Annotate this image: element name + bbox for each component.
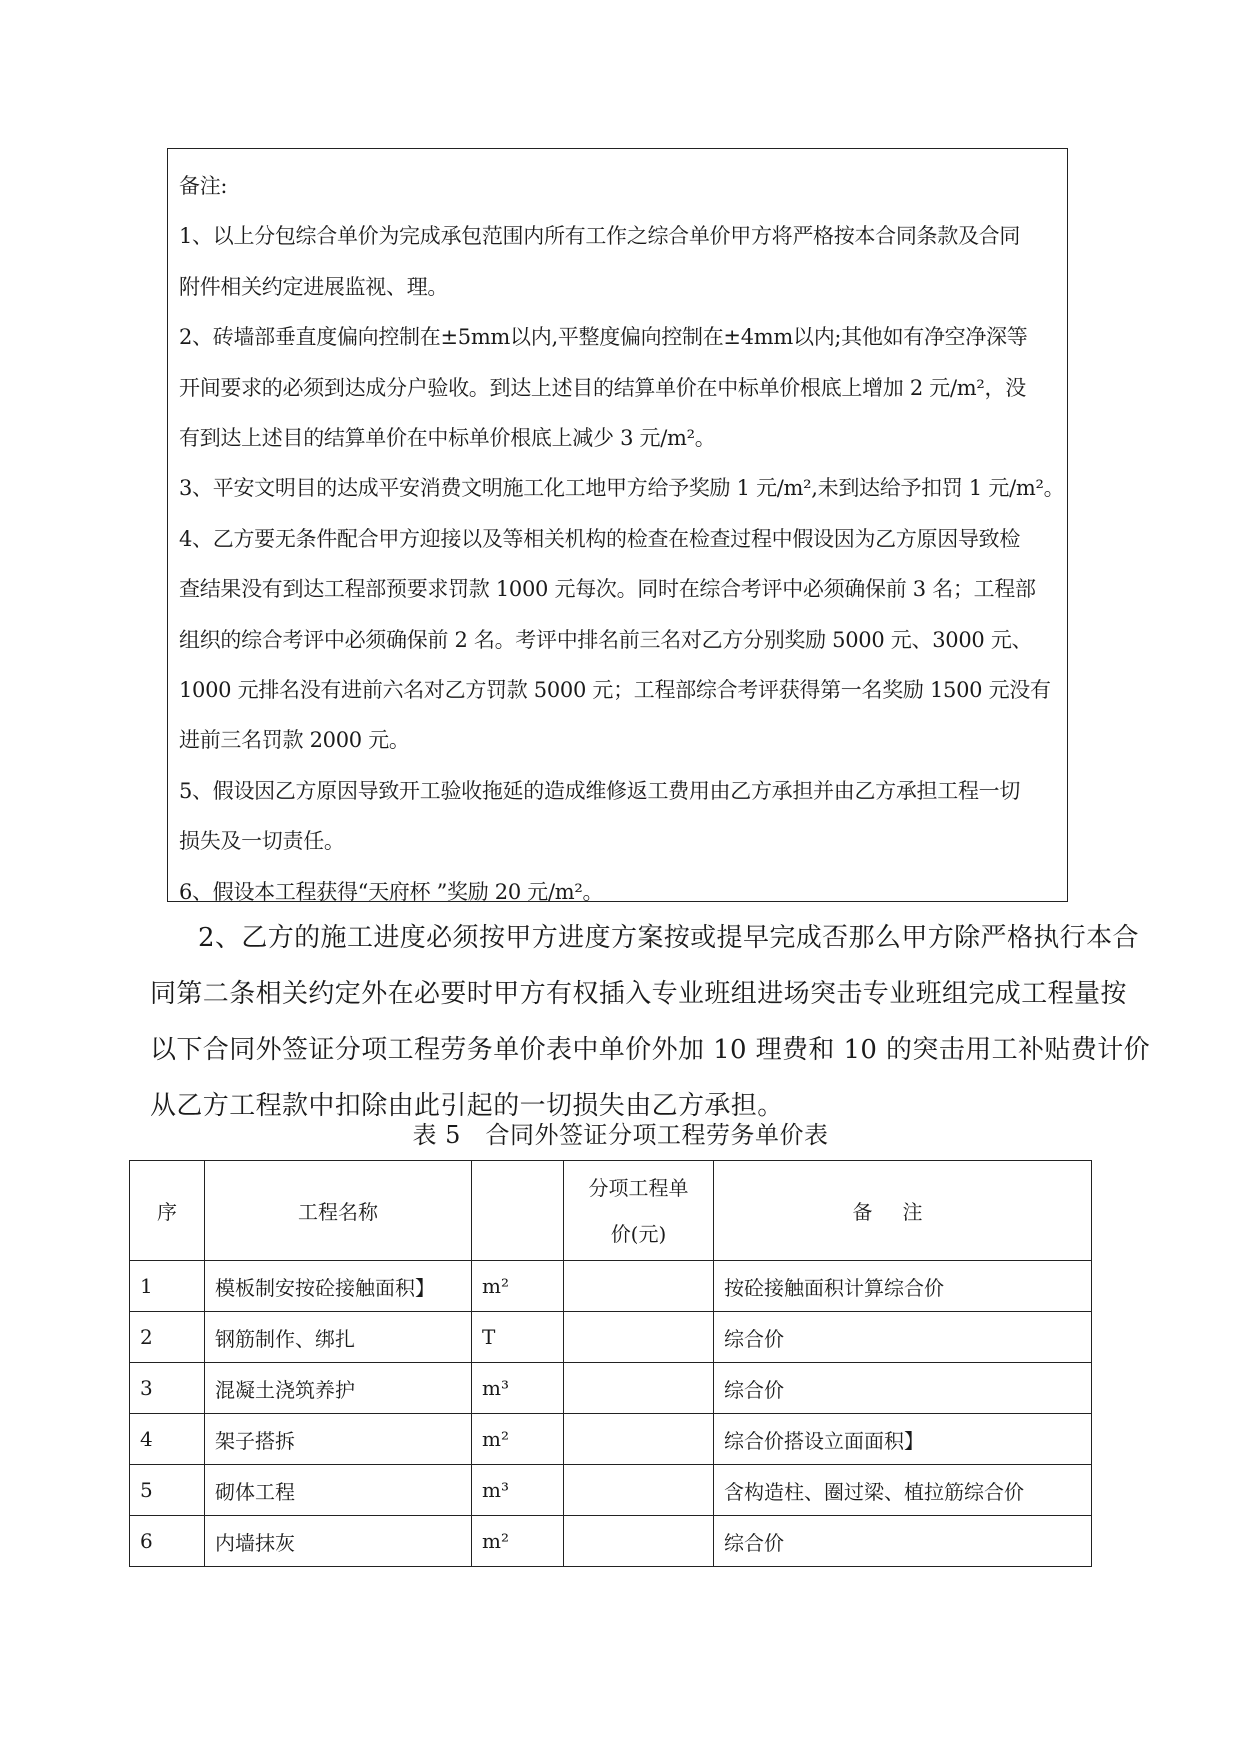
header-price-line1: 分项工程单 bbox=[588, 1175, 689, 1200]
remark-line: 3、平安文明目的达成平安消费文明施工化工地甲方给予奖励 1 元/m²,未到达给予扣罚 1 元/m²。 bbox=[179, 476, 1065, 501]
cell-price bbox=[564, 1363, 714, 1414]
header-price-line2: 价(元) bbox=[610, 1221, 667, 1246]
cell-price bbox=[564, 1414, 714, 1465]
remarks-title: 备注: bbox=[179, 174, 228, 198]
cell-unit: m² bbox=[472, 1516, 564, 1567]
paragraph-line: 同第二条相关约定外在必要时甲方有权插入专业班组进场突击专业班组完成工程量按 bbox=[150, 979, 1127, 1009]
cell-name: 内墙抹灰 bbox=[205, 1516, 472, 1567]
paragraph-line: 从乙方工程款中扣除由此引起的一切损失由乙方承担。 bbox=[150, 1091, 784, 1121]
cell-unit: m² bbox=[472, 1414, 564, 1465]
remark-line: 2、砖墙部垂直度偏向控制在±5mm以内,平整度偏向控制在±4mm以内;其他如有净空净深等 bbox=[179, 325, 1028, 350]
header-remark: 备注 bbox=[714, 1161, 1092, 1261]
header-seq: 序 bbox=[130, 1161, 205, 1261]
cell-seq: 2 bbox=[130, 1312, 205, 1363]
remark-line: 1000 元排名没有进前六名对乙方罚款 5000 元；工程部综合考评获得第一名奖励 1500 元没有 bbox=[179, 678, 1051, 703]
unit-price-table bbox=[129, 1160, 1092, 1567]
table-row bbox=[130, 1363, 1092, 1414]
cell-unit: m² bbox=[472, 1261, 564, 1312]
remark-line: 4、乙方要无条件配合甲方迎接以及等相关机构的检查在检查过程中假设因为乙方原因导致检 bbox=[179, 526, 1021, 551]
remark-line: 6、假设本工程获得“天府杯 ”奖励 20 元/m²。 bbox=[179, 879, 604, 904]
table-caption: 表 5 合同外签证分项工程劳务单价表 bbox=[412, 1121, 829, 1149]
cell-price bbox=[564, 1516, 714, 1567]
remarks-box bbox=[167, 148, 1068, 902]
cell-remark: 含构造柱、圈过梁、植拉筋综合价 bbox=[714, 1465, 1092, 1516]
cell-remark: 按砼接触面积计算综合价 bbox=[714, 1261, 1092, 1312]
header-name: 工程名称 bbox=[205, 1161, 472, 1261]
cell-price bbox=[564, 1261, 714, 1312]
remark-line: 进前三名罚款 2000 元。 bbox=[179, 728, 410, 753]
table-row bbox=[130, 1312, 1092, 1363]
header-price bbox=[564, 1161, 714, 1261]
cell-seq: 1 bbox=[130, 1261, 205, 1312]
remark-line: 有到达上述目的结算单价在中标单价根底上减少 3 元/m²。 bbox=[179, 426, 716, 451]
cell-name: 架子搭拆 bbox=[205, 1414, 472, 1465]
remark-line: 查结果没有到达工程部预要求罚款 1000 元每次。同时在综合考评中必须确保前 3 名；工程部 bbox=[179, 577, 1036, 602]
table-row bbox=[130, 1414, 1092, 1465]
paragraph-line: 以下合同外签证分项工程劳务单价表中单价外加 10 理费和 10 的突击用工补贴费计价 bbox=[150, 1035, 1151, 1065]
cell-seq: 4 bbox=[130, 1414, 205, 1465]
remark-line: 损失及一切责任。 bbox=[179, 829, 345, 854]
header-unit bbox=[472, 1161, 564, 1261]
cell-name: 模板制安按砼接触面积】 bbox=[205, 1261, 472, 1312]
remark-line: 1、以上分包综合单价为完成承包范围内所有工作之综合单价甲方将严格按本合同条款及合同 bbox=[179, 224, 1021, 249]
remark-line: 5、假设因乙方原因导致开工验收拖延的造成维修返工费用由乙方承担并由乙方承担工程一切 bbox=[179, 778, 1021, 803]
cell-remark: 综合价 bbox=[714, 1516, 1092, 1567]
paragraph-line: 2、乙方的施工进度必须按甲方进度方案按或提早完成否那么甲方除严格执行本合 bbox=[198, 923, 1139, 953]
remark-line: 组织的综合考评中必须确保前 2 名。考评中排名前三名对乙方分别奖励 5000 元、3000 元、 bbox=[179, 627, 1033, 652]
cell-unit: m³ bbox=[472, 1465, 564, 1516]
body-paragraph bbox=[150, 910, 1151, 1134]
cell-unit: m³ bbox=[472, 1363, 564, 1414]
cell-seq: 3 bbox=[130, 1363, 205, 1414]
table-row bbox=[130, 1465, 1092, 1516]
table-row bbox=[130, 1261, 1092, 1312]
table-row bbox=[130, 1516, 1092, 1567]
cell-name: 钢筋制作、绑扎 bbox=[205, 1312, 472, 1363]
cell-unit: T bbox=[472, 1312, 564, 1363]
cell-price bbox=[564, 1312, 714, 1363]
remark-line: 开间要求的必须到达成分户验收。到达上述目的结算单价在中标单价根底上增加 2 元/m²，没 bbox=[179, 375, 1026, 400]
cell-remark: 综合价搭设立面面积】 bbox=[714, 1414, 1092, 1465]
cell-price bbox=[564, 1465, 714, 1516]
cell-name: 砌体工程 bbox=[205, 1465, 472, 1516]
cell-name: 混凝土浇筑养护 bbox=[205, 1363, 472, 1414]
cell-seq: 6 bbox=[130, 1516, 205, 1567]
remark-line: 附件相关约定进展监视、理。 bbox=[179, 274, 449, 299]
cell-remark: 综合价 bbox=[714, 1312, 1092, 1363]
table-header-row bbox=[130, 1161, 1092, 1261]
cell-remark: 综合价 bbox=[714, 1363, 1092, 1414]
cell-seq: 5 bbox=[130, 1465, 205, 1516]
